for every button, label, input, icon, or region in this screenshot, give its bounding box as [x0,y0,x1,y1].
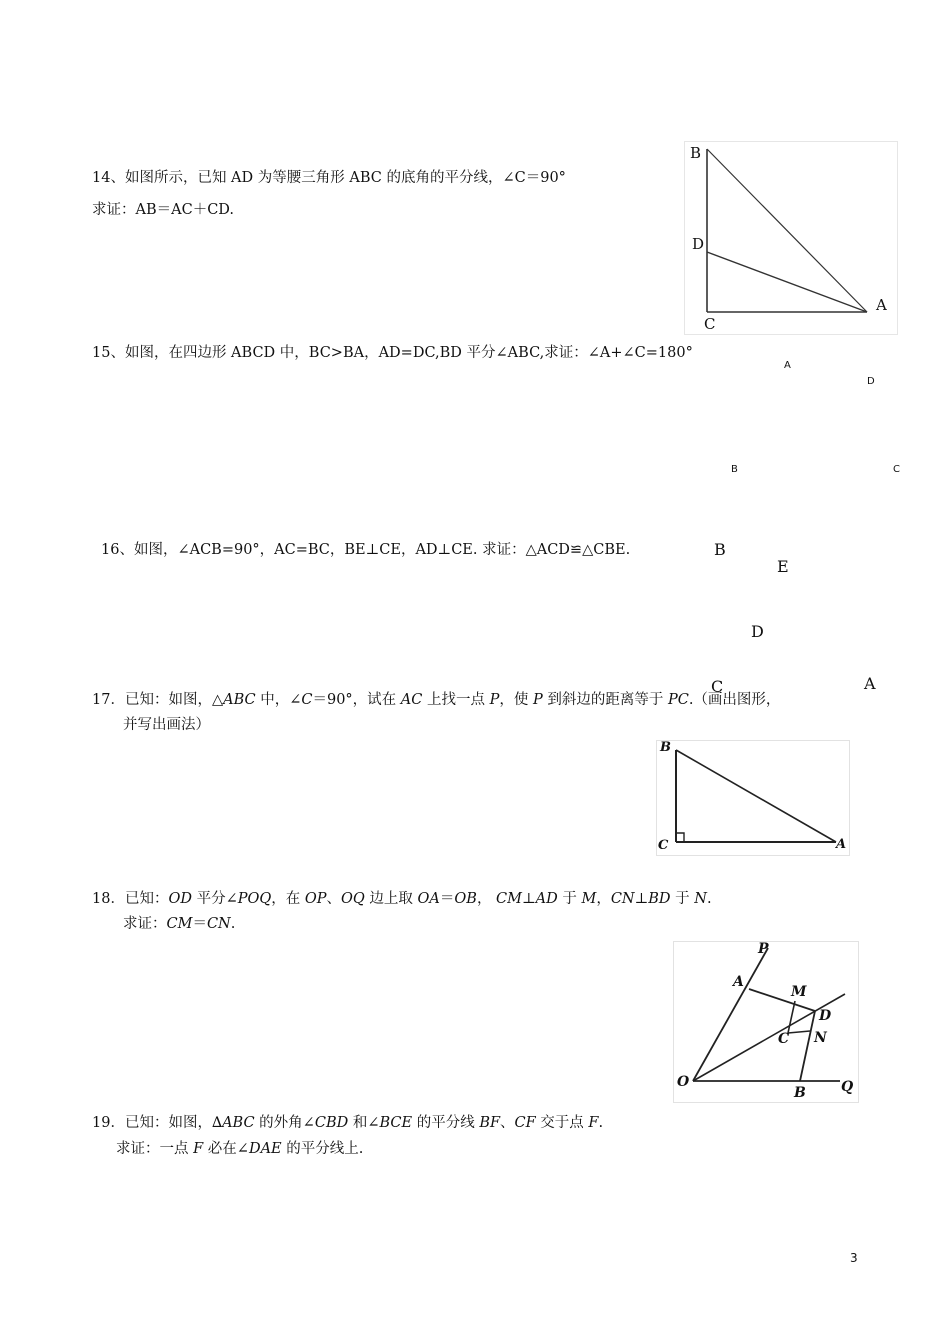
q16-label-e: E [777,557,789,576]
q18-label-q: Q [841,1079,854,1095]
q17-text-line2: 并写出画法） [123,717,210,733]
q19-text-line1: 19．已知：如图，∆ABC 的外角∠CBD 和∠BCE 的平分线 BF、CF 交于点 F. [92,1115,604,1131]
q15-label-a: A [784,360,791,371]
q18-label-p: P [758,941,769,957]
q15-label-d: D [867,376,875,387]
q14-figure-frame [685,142,898,335]
q14-label-a: A [876,296,887,314]
q18-segment-cm [788,1001,795,1033]
q18-segment-cn [788,1031,810,1033]
q14-label-c: C [704,315,716,333]
q15-text-line1: 15、如图，在四边形 ABCD 中，BC>BA，AD=DC,BD 平分∠ABC,求证：∠A+∠C=180° [92,345,693,361]
q14-bisector-ad [707,252,867,312]
q17-figure [656,740,850,856]
q18-figure [673,941,859,1103]
q17-text-line1: 17．已知：如图，△ABC 中，∠C＝90°，试在 AC 上找一点 P，使 P 到斜边的距离等于 PC.（画出图形， [92,692,781,708]
q17-figure-frame [657,741,850,856]
q18-ray-op [693,948,768,1081]
q18-label-b: B [794,1085,806,1101]
q17-side-ab [676,750,836,842]
q18-label-n: N [814,1030,827,1046]
q17-right-angle-mark [676,833,684,842]
q15-label-b: B [731,464,738,475]
q14-figure [684,141,898,335]
q17-label-a: A [836,837,847,852]
q14-text-line1: 14、如图所示，已知 AD 为等腰三角形 ABC 的底角的平分线，∠C＝90° [92,170,566,186]
q16-text-line1: 16、如图，∠ACB=90°，AC=BC，BE⊥CE，AD⊥CE. 求证：△ACD≌△CBE. [101,542,631,558]
q16-label-c: C [711,677,724,696]
q15-label-c: C [893,464,900,475]
q14-label-d: D [692,235,705,253]
q19-text-line2: 求证：一点 F 必在∠DAE 的平分线上. [116,1141,364,1157]
q18-label-d: D [819,1008,832,1024]
q18-label-c: C [778,1031,790,1047]
q16-label-d: D [751,622,764,641]
q18-label-m: M [791,984,807,1000]
q14-side-ab [707,149,867,312]
q14-label-b: B [690,144,702,162]
q16-label-a: A [864,674,876,693]
page-number: 3 [850,1251,858,1265]
q14-text-line2: 求证：AB＝AC＋CD. [92,202,235,218]
q17-figure-svg [656,740,850,856]
q18-text-line2: 求证：CM＝CN. [123,916,236,932]
q18-text-line1: 18．已知：OD 平分∠POQ，在 OP、OQ 边上取 OA＝OB， CM⊥AD 于 M，CN⊥BD 于 N. [92,891,712,907]
q14-figure-svg [684,141,898,335]
q18-label-o: O [677,1074,690,1090]
q17-label-b: B [660,740,671,755]
q17-label-c: C [658,838,669,853]
q18-segment-bd [800,1011,815,1081]
q18-label-a: A [733,974,744,990]
q16-label-b: B [714,540,726,559]
